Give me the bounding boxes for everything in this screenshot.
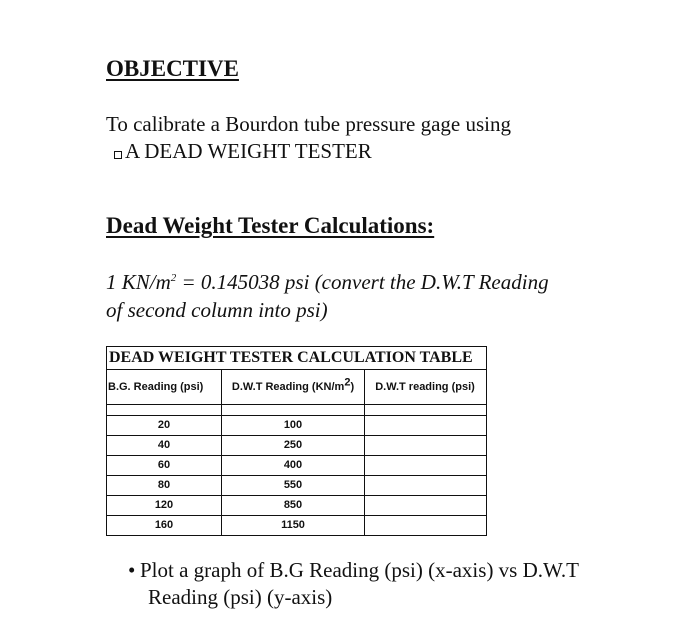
spacer-cell — [107, 405, 222, 415]
table-row — [107, 416, 486, 436]
objective-text: To calibrate a Bourdon tube pressure gage using — [106, 112, 511, 136]
conversion-unit: 1 KN/m — [106, 270, 171, 294]
conversion-line-2: of second column into psi) — [106, 298, 328, 322]
cell-dwt-reading-psi — [365, 496, 485, 515]
header-dwt-reading-kn — [222, 370, 365, 404]
cell-bg-reading: 40 — [107, 436, 222, 455]
table-row — [107, 436, 486, 456]
header-dwt-close: ) — [350, 381, 355, 393]
table-title: DEAD WEIGHT TESTER CALCULATION TABLE — [107, 347, 486, 370]
cell-dwt-reading-kn: 850 — [222, 496, 365, 515]
cell-bg-reading: 120 — [107, 496, 222, 515]
table-body — [107, 416, 486, 535]
conversion-rest: = 0.145038 psi (convert the D.W.T Reading — [176, 270, 549, 294]
table-header-row — [107, 370, 486, 405]
cell-dwt-reading-psi — [365, 436, 485, 455]
cell-dwt-reading-kn: 250 — [222, 436, 365, 455]
spacer-cell — [365, 405, 485, 415]
cell-dwt-reading-kn: 400 — [222, 456, 365, 475]
plot-instruction — [128, 557, 579, 611]
header-dwt-text: D.W.T Reading (KN/m — [231, 381, 345, 393]
instruction-line-2: Reading (psi) (y-axis) — [148, 585, 333, 609]
instruction-text — [140, 557, 579, 611]
conversion-note — [106, 268, 549, 324]
objective-heading: OBJECTIVE — [106, 56, 239, 81]
header-dwt-sup: 2 — [344, 376, 351, 389]
cell-dwt-reading-psi — [365, 416, 485, 435]
cell-dwt-reading-kn: 1150 — [222, 516, 365, 535]
instruction-line-1: Plot a graph of B.G Reading (psi) (x-axis) vs D.W.T — [140, 558, 579, 582]
cell-dwt-reading-psi — [365, 456, 485, 475]
header-bg-reading: B.G. Reading (psi) — [107, 370, 222, 404]
conversion-superscript: 2 — [170, 272, 177, 284]
spacer-cell — [222, 405, 365, 415]
cell-dwt-reading-kn: 550 — [222, 476, 365, 495]
table-row — [107, 516, 486, 535]
cell-bg-reading: 160 — [107, 516, 222, 535]
table-row — [107, 456, 486, 476]
header-dwt-reading-psi: D.W.T reading (psi) — [375, 381, 475, 393]
cell-dwt-reading-psi — [365, 476, 485, 495]
cell-bg-reading: 60 — [107, 456, 222, 475]
cell-dwt-reading-kn: 100 — [222, 416, 365, 435]
table-spacer-row — [107, 405, 486, 416]
objective-bullet-text: A DEAD WEIGHT TESTER — [125, 139, 372, 163]
table-row — [107, 476, 486, 496]
table-row — [107, 496, 486, 516]
cell-bg-reading: 20 — [107, 416, 222, 435]
conversion-line-1 — [106, 268, 549, 296]
cell-dwt-reading-psi — [365, 516, 485, 535]
objective-bullet-item — [114, 138, 372, 165]
bullet-dot-icon: • — [128, 558, 136, 582]
square-bullet-icon — [114, 151, 122, 159]
calculation-table — [106, 346, 487, 536]
cell-bg-reading: 80 — [107, 476, 222, 495]
calculations-heading: Dead Weight Tester Calculations: — [106, 213, 435, 238]
